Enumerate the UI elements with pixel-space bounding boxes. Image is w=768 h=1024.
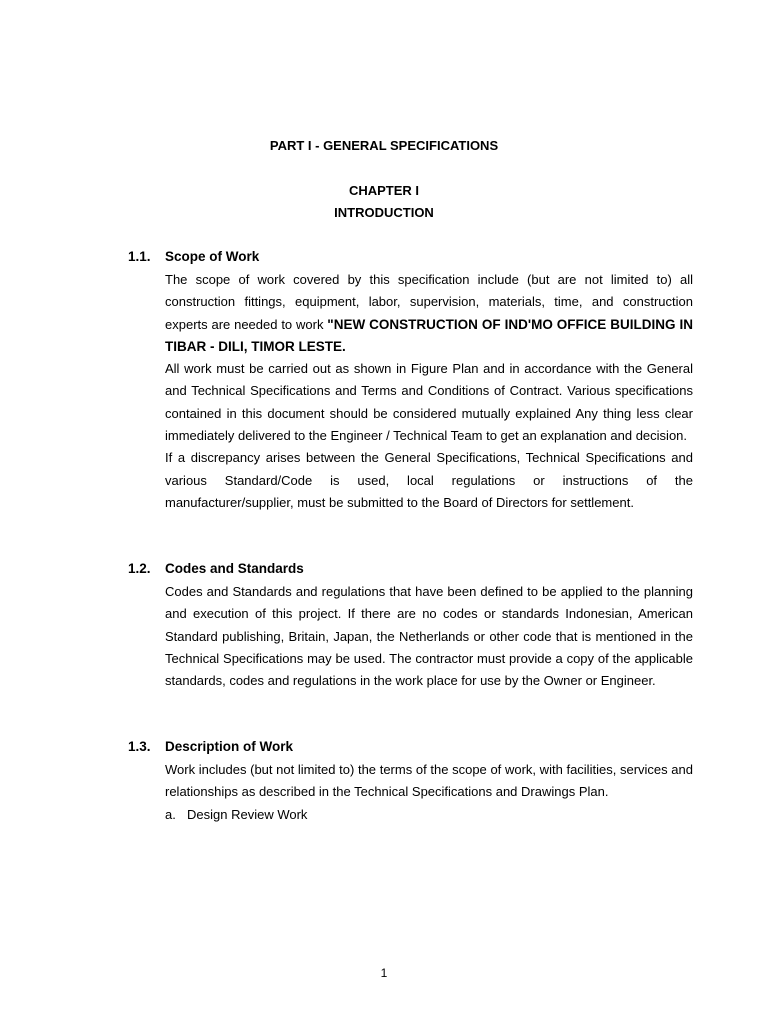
section-number: 1.1.	[128, 249, 151, 264]
paragraph: All work must be carried out as shown in Figure Plan and in accordance with the General and Technical Specifications and Terms and Conditions of Contract. Various specifications contained in this document should be considered mutually explained Any thing less clear immediately delivered to the Engineer / Technical Team to get an explanation and decision.	[165, 361, 693, 444]
section-number: 1.3.	[128, 739, 151, 754]
chapter-label: CHAPTER I	[348, 183, 420, 198]
section-heading-scope	[128, 249, 259, 264]
section-title: Description of Work	[165, 739, 294, 754]
list-item-text: Design Review Work	[187, 806, 308, 822]
page-number: 1	[380, 966, 388, 980]
section-number: 1.2.	[128, 561, 151, 576]
list-marker: a.	[165, 806, 176, 822]
chapter-title: INTRODUCTION	[334, 205, 434, 220]
paragraph: Work includes (but not limited to) the terms of the scope of work, with facilities, services and relationships as described in the Technical Specifications and Drawings Plan.	[165, 762, 693, 800]
section-title: Scope of Work	[165, 249, 260, 264]
list-item	[165, 804, 693, 826]
part-title: PART I - GENERAL SPECIFICATIONS	[269, 138, 499, 153]
section-heading-description	[128, 739, 293, 754]
project-name-emphasis: "NEW CONSTRUCTION OF IND'MO OFFICE BUILDING IN TIBAR - DILI, TIMOR LESTE.	[165, 316, 693, 354]
section-body-description	[165, 759, 693, 826]
paragraph: Codes and Standards and regulations that have been defined to be applied to the planning and execution of this project. If there are no codes or standards Indonesian, American Standard publishing, Britain, Japan, the Netherlands or other code that is mentioned in the Technical Specifications may be used. The contractor must provide a copy of the applicable standards, codes and regulations in the work place for use by the Owner or Engineer.	[165, 584, 693, 689]
section-heading-codes	[128, 561, 304, 576]
section-title: Codes and Standards	[165, 561, 304, 576]
paragraph: If a discrepancy arises between the General Specifications, Technical Specifications and various Standard/Code is used, local regulations or instructions of the manufacturer/supplier, must be submitted to the Board of Directors for settlement.	[165, 450, 693, 510]
paragraph	[165, 269, 693, 358]
section-body-scope	[165, 269, 693, 514]
section-body-codes	[165, 581, 693, 692]
paragraph-text: The scope of work covered by this specification include (but are not limited to) all construction fittings, equipment, labor, supervision, materials, time, and construction experts are needed to work	[165, 272, 693, 332]
